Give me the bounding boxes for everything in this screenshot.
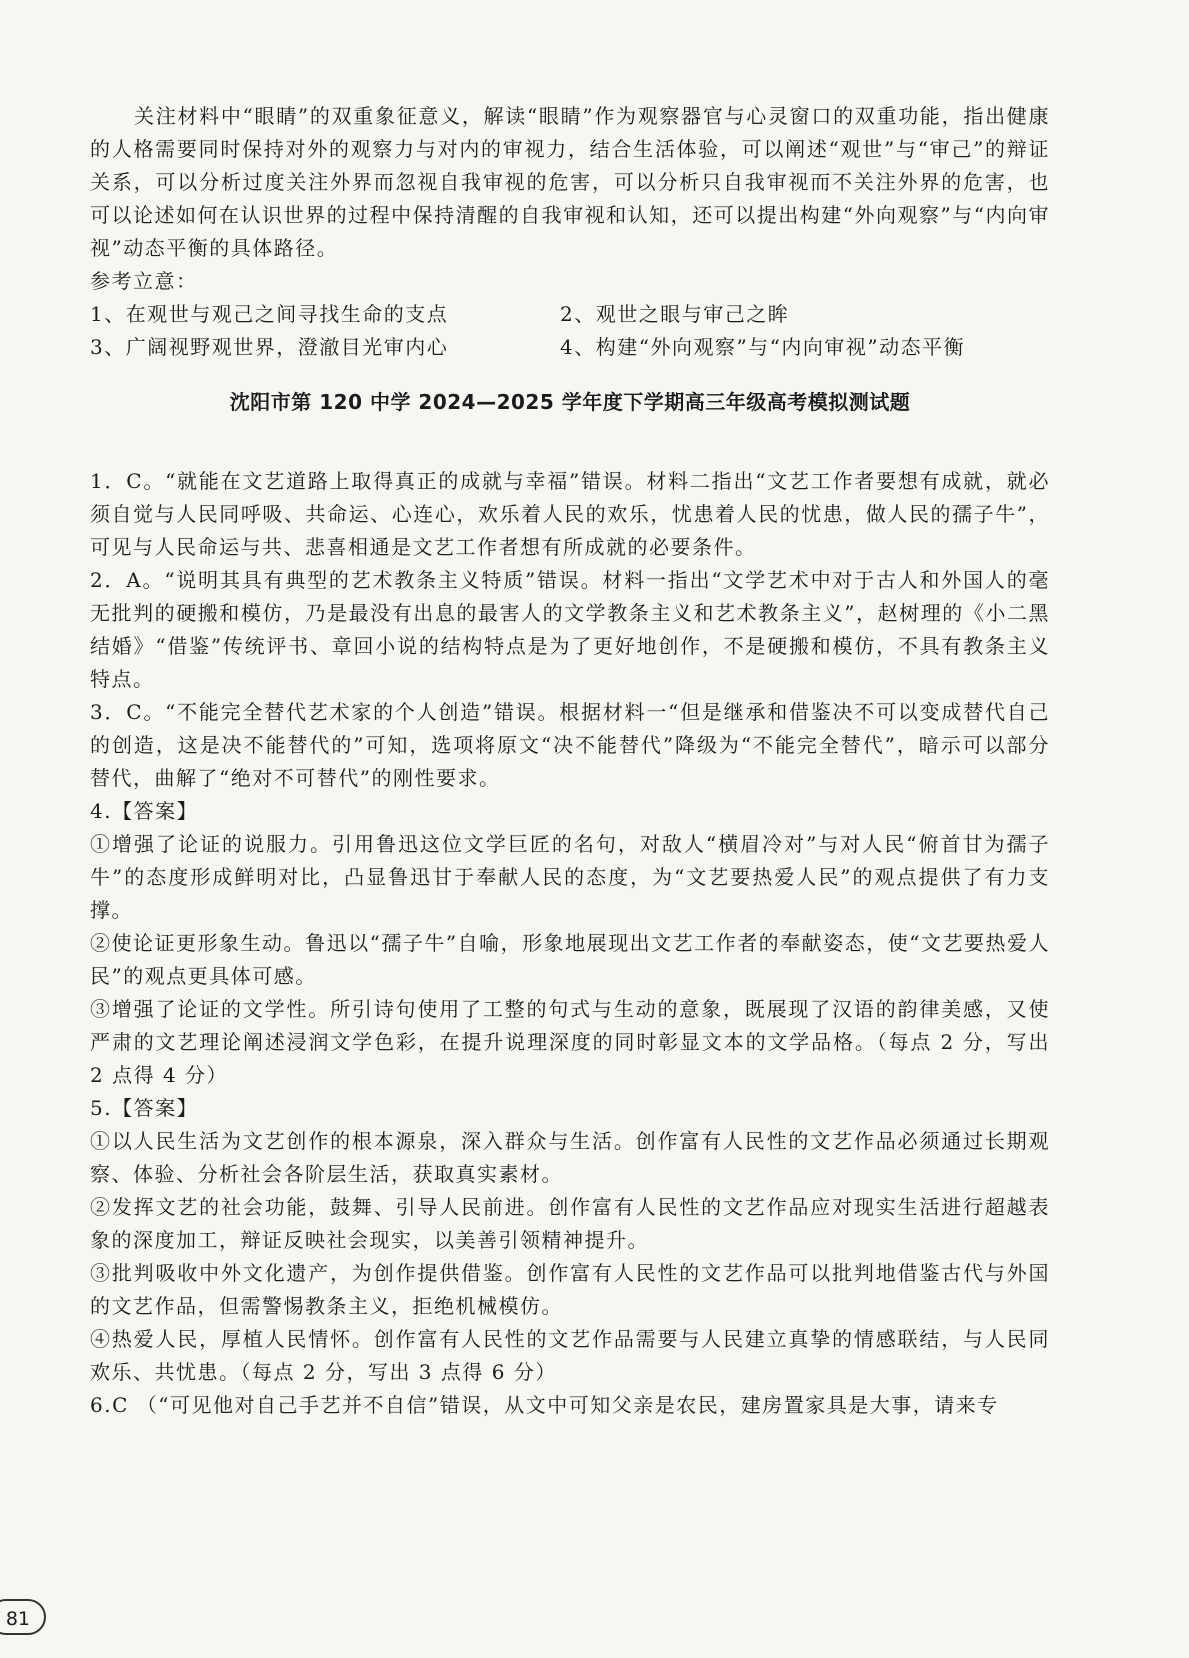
answer-4-point-1: ①增强了论证的说服力。引用鲁迅这位文学巨匠的名句，对敌人“横眉冷对”与对人民“俯首甘为孺子牛”的态度形成鲜明对比，凸显鲁迅甘于奉献人民的态度，为“文艺要热爱人民”的观点提供了有力支撑。 bbox=[90, 832, 1050, 922]
answer-3: 3．C。“不能完全替代艺术家的个人创造”错误。根据材料一“但是继承和借鉴决不可以变成替代自己的创造，这是决不能替代的”可知，选项将原文“决不能替代”降级为“不能完全替代”，暗示可以部分替代，曲解了“绝对不可替代”的刚性要求。 bbox=[90, 700, 1050, 790]
reference-label: 参考立意： bbox=[90, 269, 198, 293]
answer-2: 2．A。“说明其具有典型的艺术教条主义特质”错误。材料一指出“文学艺术中对于古人和外国人的毫无批判的硬搬和模仿，乃是最没有出息的最害人的文学教条主义和艺术教条主义”，赵树理的《小二黑结婚》“借鉴”传统评书、章回小说的结构特点是为了更好地创作，不是硬搬和模仿，不具有教条主义特点。 bbox=[90, 568, 1050, 691]
answer-4-point-2: ②使论证更形象生动。鲁迅以“孺子牛”自喻，形象地展现出文艺工作者的奉献姿态，使“文艺要热爱人民”的观点更具体可感。 bbox=[90, 931, 1050, 988]
intro-paragraph: 关注材料中“眼睛”的双重象征意义，解读“眼睛”作为观察器官与心灵窗口的双重功能，指出健康的人格需要同时保持对外的观察力与对内的审视力，结合生活体验，可以阐述“观世”与“审己”的辩证关系，可以分析过度关注外界而忽视自我审视的危害，可以分析只自我审视而不关注外界的危害，也可以论述如何在认识世界的过程中保持清醒的自我审视和认知，还可以提出构建“外向观察”与“内向审视”动态平衡的具体路径。 bbox=[90, 104, 1050, 260]
idea-4: 4、构建“外向观察”与“内向审视”动态平衡 bbox=[560, 335, 966, 359]
answer-4-label: 4.【答案】 bbox=[90, 799, 199, 823]
answer-5-point-3: ③批判吸收中外文化遗产，为创作提供借鉴。创作富有人民性的文艺作品可以批判地借鉴古代与外国的文艺作品，但需警惕教条主义，拒绝机械模仿。 bbox=[90, 1261, 1050, 1318]
answer-5-label: 5.【答案】 bbox=[90, 1096, 199, 1120]
section-title: 沈阳市第 120 中学 2024—2025 学年度下学期高三年级高考模拟测试题 bbox=[229, 390, 911, 414]
idea-1: 1、在观世与观己之间寻找生命的支点 bbox=[90, 302, 449, 326]
answer-4-point-3: ③增强了论证的文学性。所引诗句使用了工整的句式与生动的意象，既展现了汉语的韵律美感，又使严肃的文艺理论阐述浸润文学色彩，在提升说理深度的同时彰显文本的文学品格。（每点 2 分，写出 2 点得 4 分） bbox=[90, 997, 1050, 1087]
ideas-row-2 bbox=[90, 331, 1050, 364]
answer-5-point-4: ④热爱人民，厚植人民情怀。创作富有人民性的文艺作品需要与人民建立真挚的情感联结，与人民同欢乐、共忧患。（每点 2 分，写出 3 点得 6 分） bbox=[90, 1327, 1050, 1384]
answer-5-point-1: ①以人民生活为文艺创作的根本源泉，深入群众与生活。创作富有人民性的文艺作品必须通过长期观察、体验、分析社会各阶层生活，获取真实素材。 bbox=[90, 1129, 1050, 1186]
answer-6: 6.C （“可见他对自己手艺并不自信”错误，从文中可知父亲是农民，建房置家具是大事，请来专 bbox=[90, 1393, 999, 1417]
answer-1: 1．C。“就能在文艺道路上取得真正的成就与幸福”错误。材料二指出“文艺工作者要想有成就，就必须自觉与人民同呼吸、共命运、心连心，欢乐着人民的欢乐，忧患着人民的忧患，做人民的孺子牛”，可见与人民命运与共、悲喜相通是文艺工作者想有所成就的必要条件。 bbox=[90, 469, 1050, 559]
ideas-row-1 bbox=[90, 298, 1050, 331]
answer-5-point-2: ②发挥文艺的社会功能，鼓舞、引导人民前进。创作富有人民性的文艺作品应对现实生活进行超越表象的深度加工，辩证反映社会现实，以美善引领精神提升。 bbox=[90, 1195, 1050, 1252]
idea-3: 3、广阔视野观世界，澄澈目光审内心 bbox=[90, 335, 449, 359]
page-content bbox=[90, 100, 1050, 1422]
idea-2: 2、观世之眼与审己之眸 bbox=[560, 302, 790, 326]
page-number: 81 bbox=[0, 1599, 46, 1635]
